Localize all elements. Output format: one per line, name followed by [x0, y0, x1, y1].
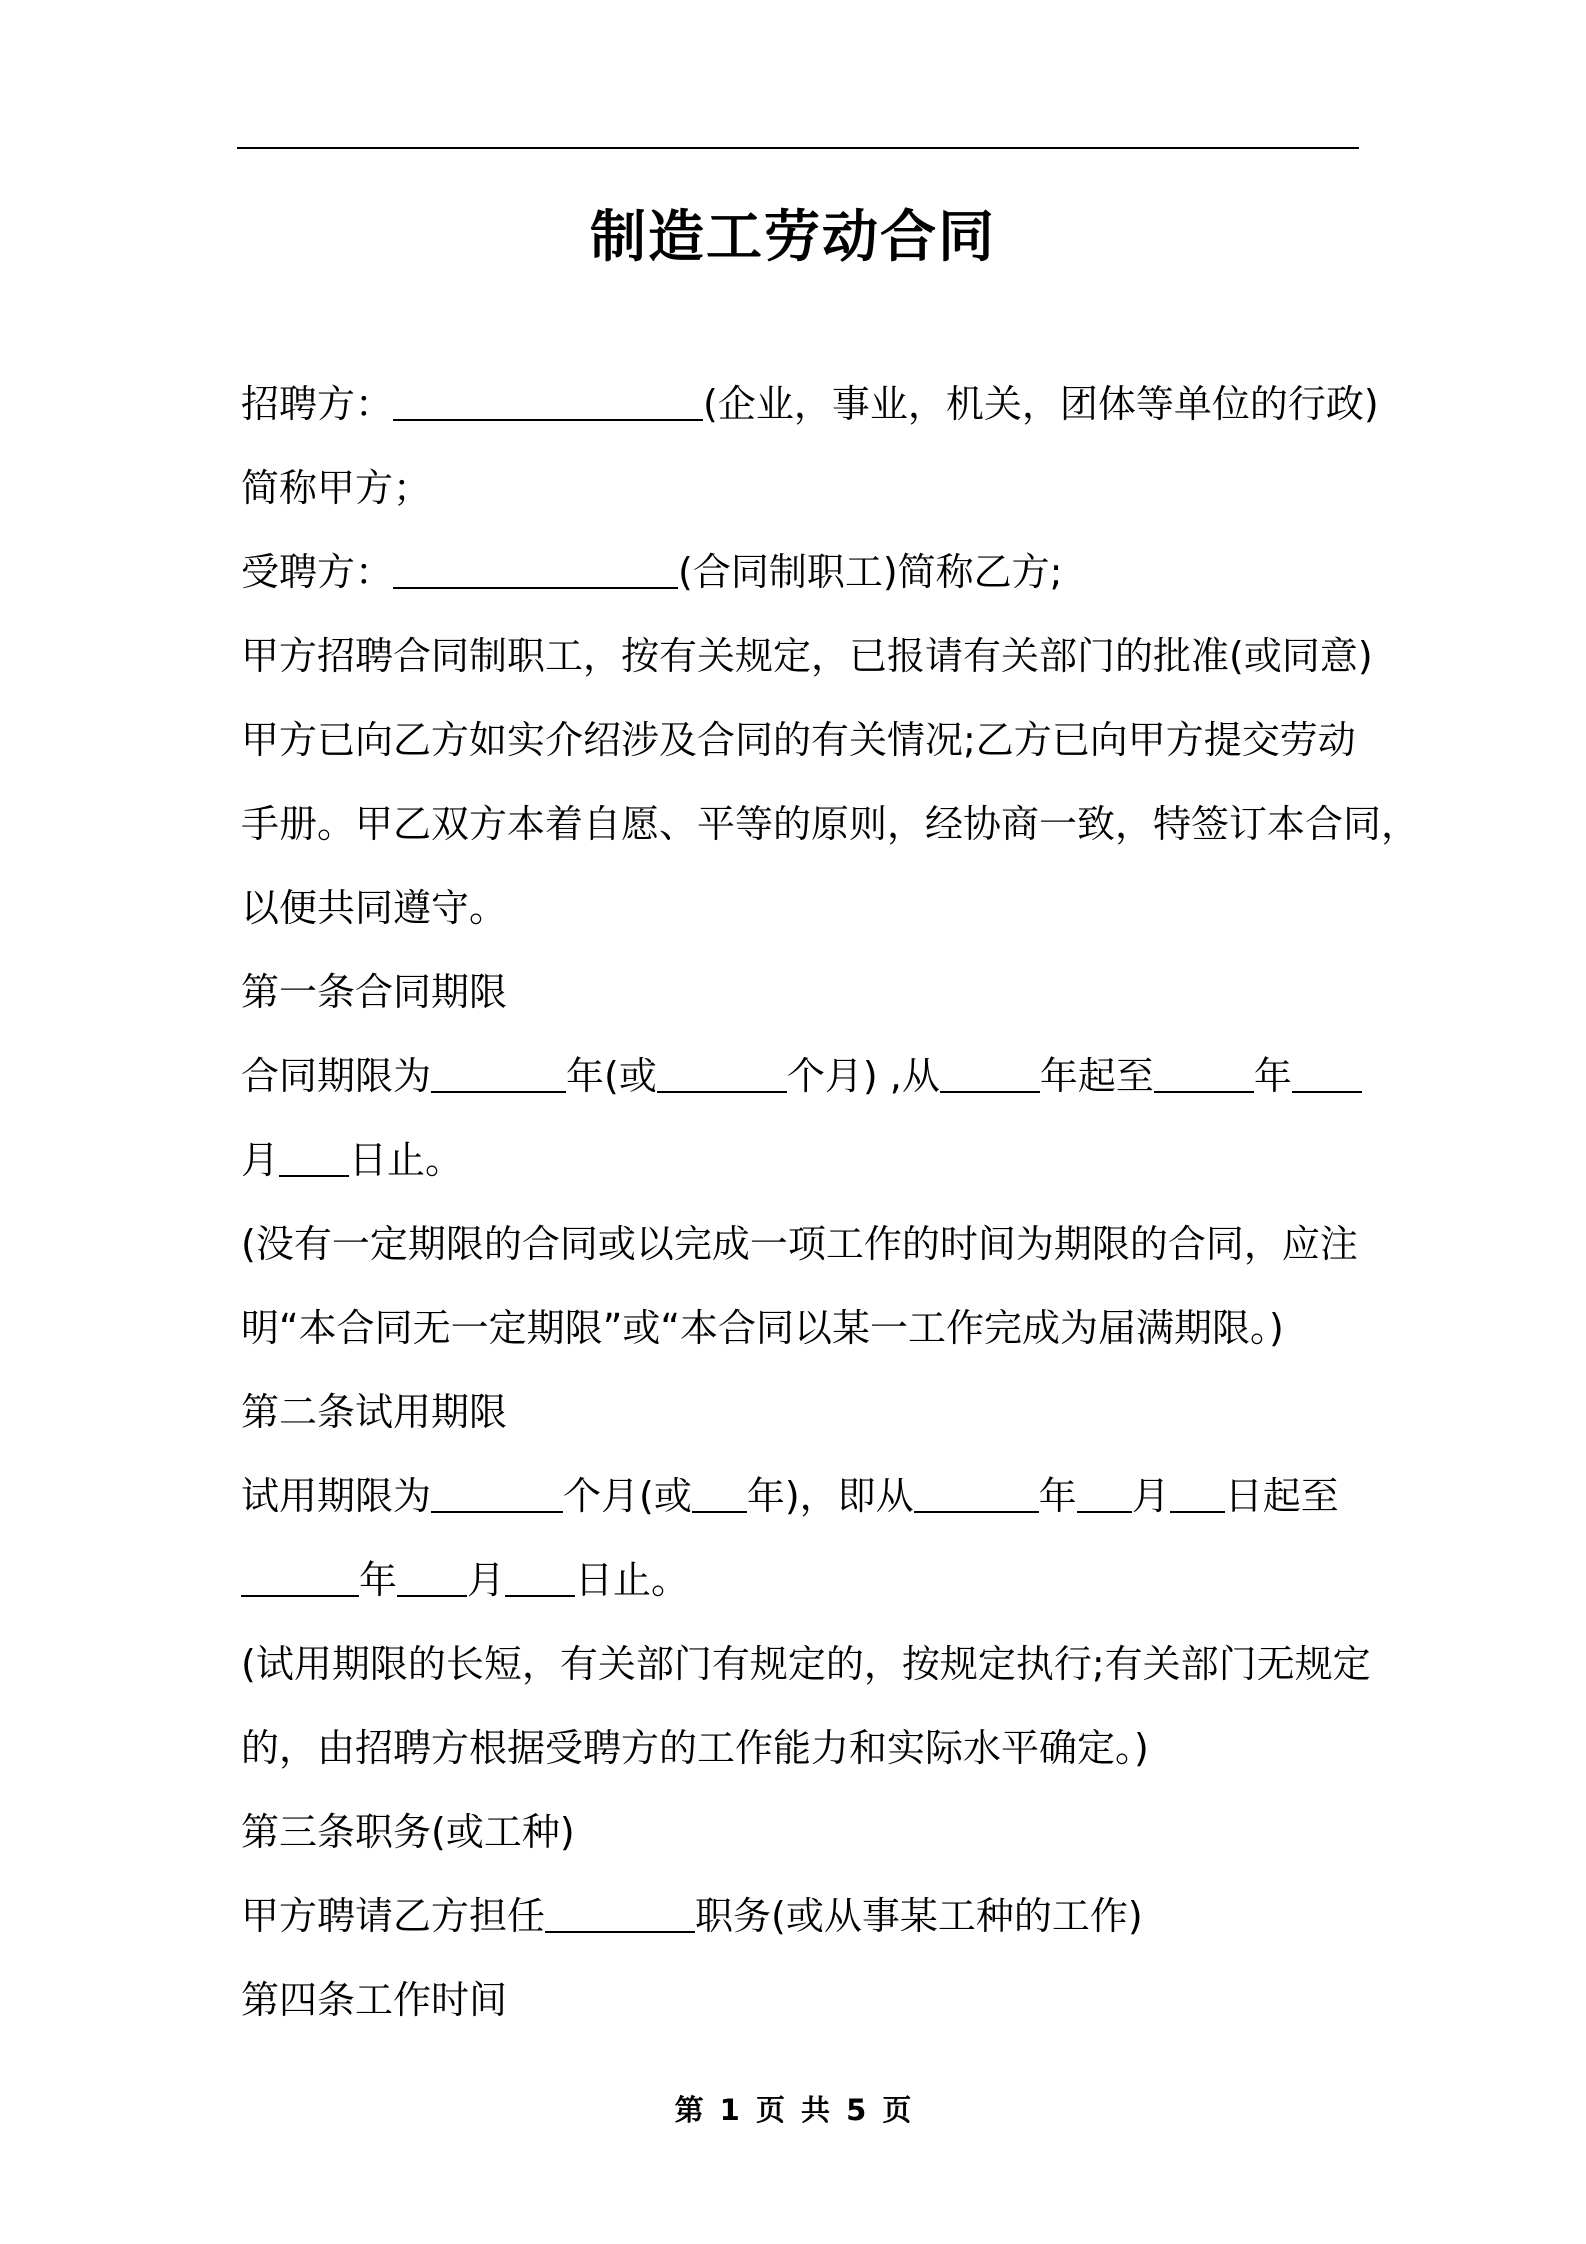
fill-in-blank: [505, 1557, 575, 1597]
text-line: [241, 1034, 1401, 1118]
fill-in-blank: [241, 1557, 359, 1597]
text-segment: 月: [1131, 1474, 1170, 1518]
text-line: [241, 1454, 1401, 1538]
text-segment: 个月(或: [563, 1474, 692, 1518]
text-line: [241, 782, 1420, 866]
text-segment: 招聘方：: [241, 382, 394, 426]
text-segment: 手册。甲乙双方本着自愿、平等的原则，经协商一致，特签订本合同，: [241, 802, 1420, 846]
text-line: [241, 446, 1401, 530]
fill-in-blank: [914, 1473, 1039, 1513]
text-line: [241, 1202, 1401, 1286]
text-segment: 第一条合同期限: [241, 970, 508, 1014]
header-rule: [237, 147, 1359, 149]
fill-in-blank: [657, 1053, 787, 1093]
fill-in-blank: [1154, 1053, 1254, 1093]
text-segment: 日止。: [349, 1138, 464, 1182]
text-segment: 甲方招聘合同制职工，按有关规定，已报请有关部门的批准(或同意): [241, 634, 1373, 678]
text-line: [241, 1790, 1401, 1874]
document-title: 制造工劳动合同: [590, 205, 996, 270]
text-segment: 简称甲方；: [241, 466, 432, 510]
fill-in-blank: [692, 1473, 747, 1513]
fill-in-blank: [397, 1557, 467, 1597]
text-segment: 试用期限为: [241, 1474, 432, 1518]
text-segment: 职务(或从事某工种的工作): [695, 1894, 1143, 1938]
text-segment: 年: [359, 1558, 398, 1602]
text-segment: 年: [1038, 1474, 1077, 1518]
text-segment: 受聘方：: [241, 550, 394, 594]
text-segment: 个月) ,从: [786, 1054, 940, 1098]
text-segment: 年: [1253, 1054, 1292, 1098]
text-segment: (企业，事业，机关，团体等单位的行政): [703, 382, 1379, 426]
text-line: [241, 1538, 1401, 1622]
contract-body: [241, 362, 1420, 2042]
text-segment: 年(或: [566, 1054, 657, 1098]
fill-in-blank: [940, 1053, 1040, 1093]
page-number: 第 1 页 共 5 页: [674, 2093, 912, 2127]
text-segment: 月: [467, 1558, 506, 1602]
text-line: [241, 530, 1401, 614]
text-segment: 以便共同遵守。: [241, 886, 508, 930]
fill-in-blank: [279, 1137, 349, 1177]
fill-in-blank: [393, 381, 703, 421]
text-line: [241, 1286, 1401, 1370]
fill-in-blank: [1077, 1473, 1132, 1513]
text-segment: 第四条工作时间: [241, 1978, 508, 2022]
text-segment: (合同制职工)简称乙方;: [678, 550, 1063, 594]
text-line: [241, 1958, 1401, 2042]
text-segment: 日起至: [1224, 1474, 1339, 1518]
text-segment: 合同期限为: [241, 1054, 432, 1098]
text-segment: 年)，即从: [746, 1474, 914, 1518]
text-segment: (试用期限的长短，有关部门有规定的，按规定执行;有关部门无规定: [241, 1642, 1371, 1686]
text-segment: 第二条试用期限: [241, 1390, 508, 1434]
text-line: [241, 362, 1401, 446]
text-segment: 甲方聘请乙方担任: [241, 1894, 546, 1938]
fill-in-blank: [393, 549, 678, 589]
text-segment: 的，由招聘方根据受聘方的工作能力和实际水平确定。): [241, 1726, 1149, 1770]
text-line: [241, 614, 1401, 698]
text-line: [241, 1622, 1401, 1706]
text-line: [241, 1370, 1401, 1454]
fill-in-blank: [545, 1893, 695, 1933]
text-segment: 明“本合同无一定期限”或“本合同以某一工作完成为届满期限。): [241, 1306, 1284, 1350]
fill-in-blank: [431, 1473, 563, 1513]
text-line: [241, 698, 1401, 782]
text-segment: 年起至: [1039, 1054, 1154, 1098]
text-line: [241, 950, 1401, 1034]
text-segment: 甲方已向乙方如实介绍涉及合同的有关情况;乙方已向甲方提交劳动: [241, 718, 1356, 762]
fill-in-blank: [1292, 1053, 1362, 1093]
text-line: [241, 1706, 1401, 1790]
text-line: [241, 1874, 1401, 1958]
text-segment: 月: [241, 1138, 280, 1182]
text-line: [241, 1118, 1401, 1202]
fill-in-blank: [431, 1053, 566, 1093]
text-segment: 第三条职务(或工种): [241, 1810, 575, 1854]
fill-in-blank: [1170, 1473, 1225, 1513]
text-segment: (没有一定期限的合同或以完成一项工作的时间为期限的合同，应注: [241, 1222, 1358, 1266]
text-segment: 日止。: [575, 1558, 690, 1602]
text-line: [241, 866, 1401, 950]
